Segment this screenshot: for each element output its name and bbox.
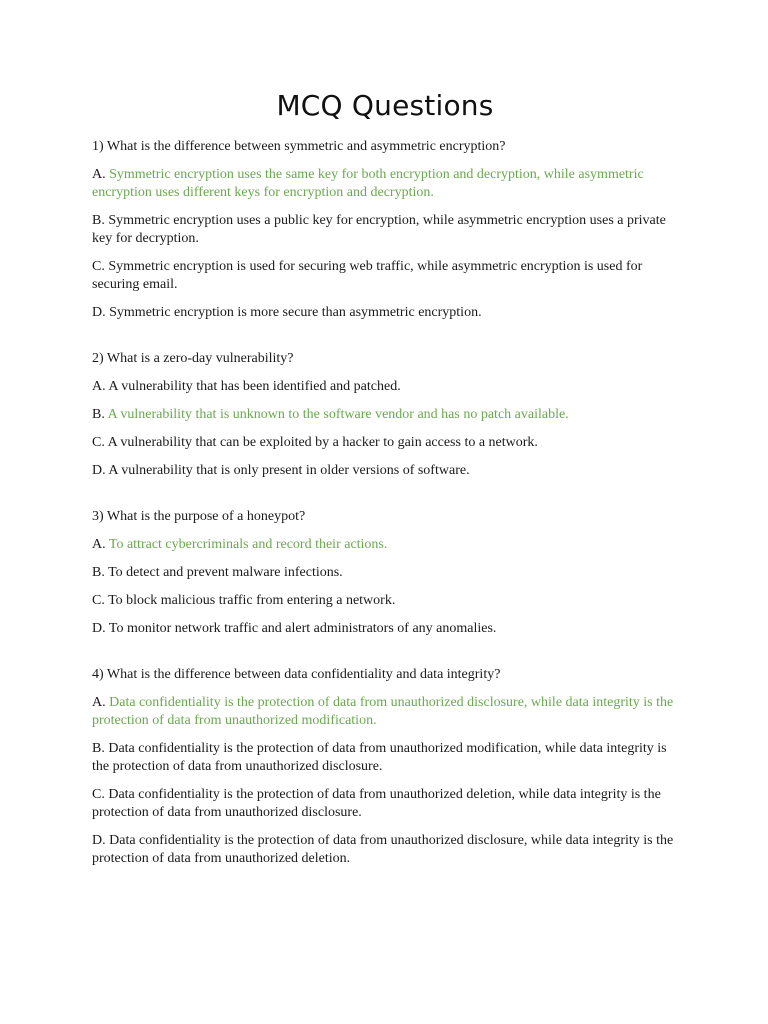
option-letter: A.: [92, 695, 106, 710]
option-letter: A.: [92, 167, 106, 182]
question-text: 4) What is the difference between data confidentiality and data integrity?: [92, 667, 501, 682]
option-b: [92, 740, 678, 776]
option-letter: D.: [92, 833, 106, 848]
spacer: [92, 648, 678, 666]
option-text: Symmetric encryption uses the same key for both encryption and decryption, while asymmetric encryption uses different keys for encryption and decryption.: [92, 167, 644, 200]
option-b: [92, 406, 678, 424]
option-text: A vulnerability that can be exploited by a hacker to gain access to a network.: [107, 435, 538, 450]
option-text: Symmetric encryption is more secure than asymmetric encryption.: [109, 305, 482, 320]
question-text: 1) What is the difference between symmetric and asymmetric encryption?: [92, 139, 506, 154]
option-letter: A.: [92, 537, 106, 552]
question-3: [92, 508, 678, 638]
option-letter: B.: [92, 565, 105, 580]
option-letter: C.: [92, 259, 105, 274]
question-4: [92, 666, 678, 868]
spacer: [92, 332, 678, 350]
option-letter: B.: [92, 407, 105, 422]
option-b: [92, 212, 678, 248]
option-text: A vulnerability that is unknown to the software vendor and has no patch available.: [107, 407, 569, 422]
option-letter: C.: [92, 593, 105, 608]
option-d: [92, 620, 678, 638]
option-text: To block malicious traffic from entering a network.: [108, 593, 396, 608]
question-1: [92, 138, 678, 322]
option-text: A vulnerability that has been identified and patched.: [108, 379, 401, 394]
option-letter: A.: [92, 379, 106, 394]
option-text: To attract cybercriminals and record their actions.: [108, 537, 388, 552]
option-text: A vulnerability that is only present in older versions of software.: [108, 463, 470, 478]
option-text: Symmetric encryption is used for securing web traffic, while asymmetric encryption is used for securing email.: [92, 259, 643, 292]
option-a: [92, 378, 678, 396]
page-title: MCQ Questions: [276, 89, 494, 122]
option-text: To monitor network traffic and alert administrators of any anomalies.: [108, 621, 497, 636]
option-c: [92, 258, 678, 294]
spacer: [92, 490, 678, 508]
option-letter: C.: [92, 435, 105, 450]
option-d: [92, 462, 678, 480]
option-letter: D.: [92, 463, 106, 478]
option-c: [92, 434, 678, 452]
option-a: [92, 536, 678, 554]
option-text: Data confidentiality is the protection of data from unauthorized modification, while data integrity is the protection of data from unauthorized disclosure.: [92, 741, 667, 774]
option-c: [92, 786, 678, 822]
question-text: 3) What is the purpose of a honeypot?: [92, 509, 306, 524]
option-letter: B.: [92, 741, 105, 756]
option-d: [92, 832, 678, 868]
option-a: [92, 694, 678, 730]
option-letter: D.: [92, 621, 106, 636]
option-b: [92, 564, 678, 582]
option-letter: B.: [92, 213, 105, 228]
option-a: [92, 166, 678, 202]
option-text: To detect and prevent malware infections.: [108, 565, 343, 580]
option-text: Symmetric encryption uses a public key for encryption, while asymmetric encryption uses a private key for decryption.: [92, 213, 666, 246]
option-text: Data confidentiality is the protection of data from unauthorized deletion, while data integrity is the protection of data from unauthorized disclosure.: [92, 787, 661, 820]
option-letter: C.: [92, 787, 105, 802]
question-text: 2) What is a zero-day vulnerability?: [92, 351, 294, 366]
option-d: [92, 304, 678, 322]
option-letter: D.: [92, 305, 106, 320]
option-c: [92, 592, 678, 610]
option-text: Data confidentiality is the protection of data from unauthorized disclosure, while data integrity is the protection of data from unauthorized deletion.: [92, 833, 674, 866]
question-2: [92, 350, 678, 480]
option-text: Data confidentiality is the protection of data from unauthorized disclosure, while data integrity is the protection of data from unauthorized modification.: [92, 695, 674, 728]
